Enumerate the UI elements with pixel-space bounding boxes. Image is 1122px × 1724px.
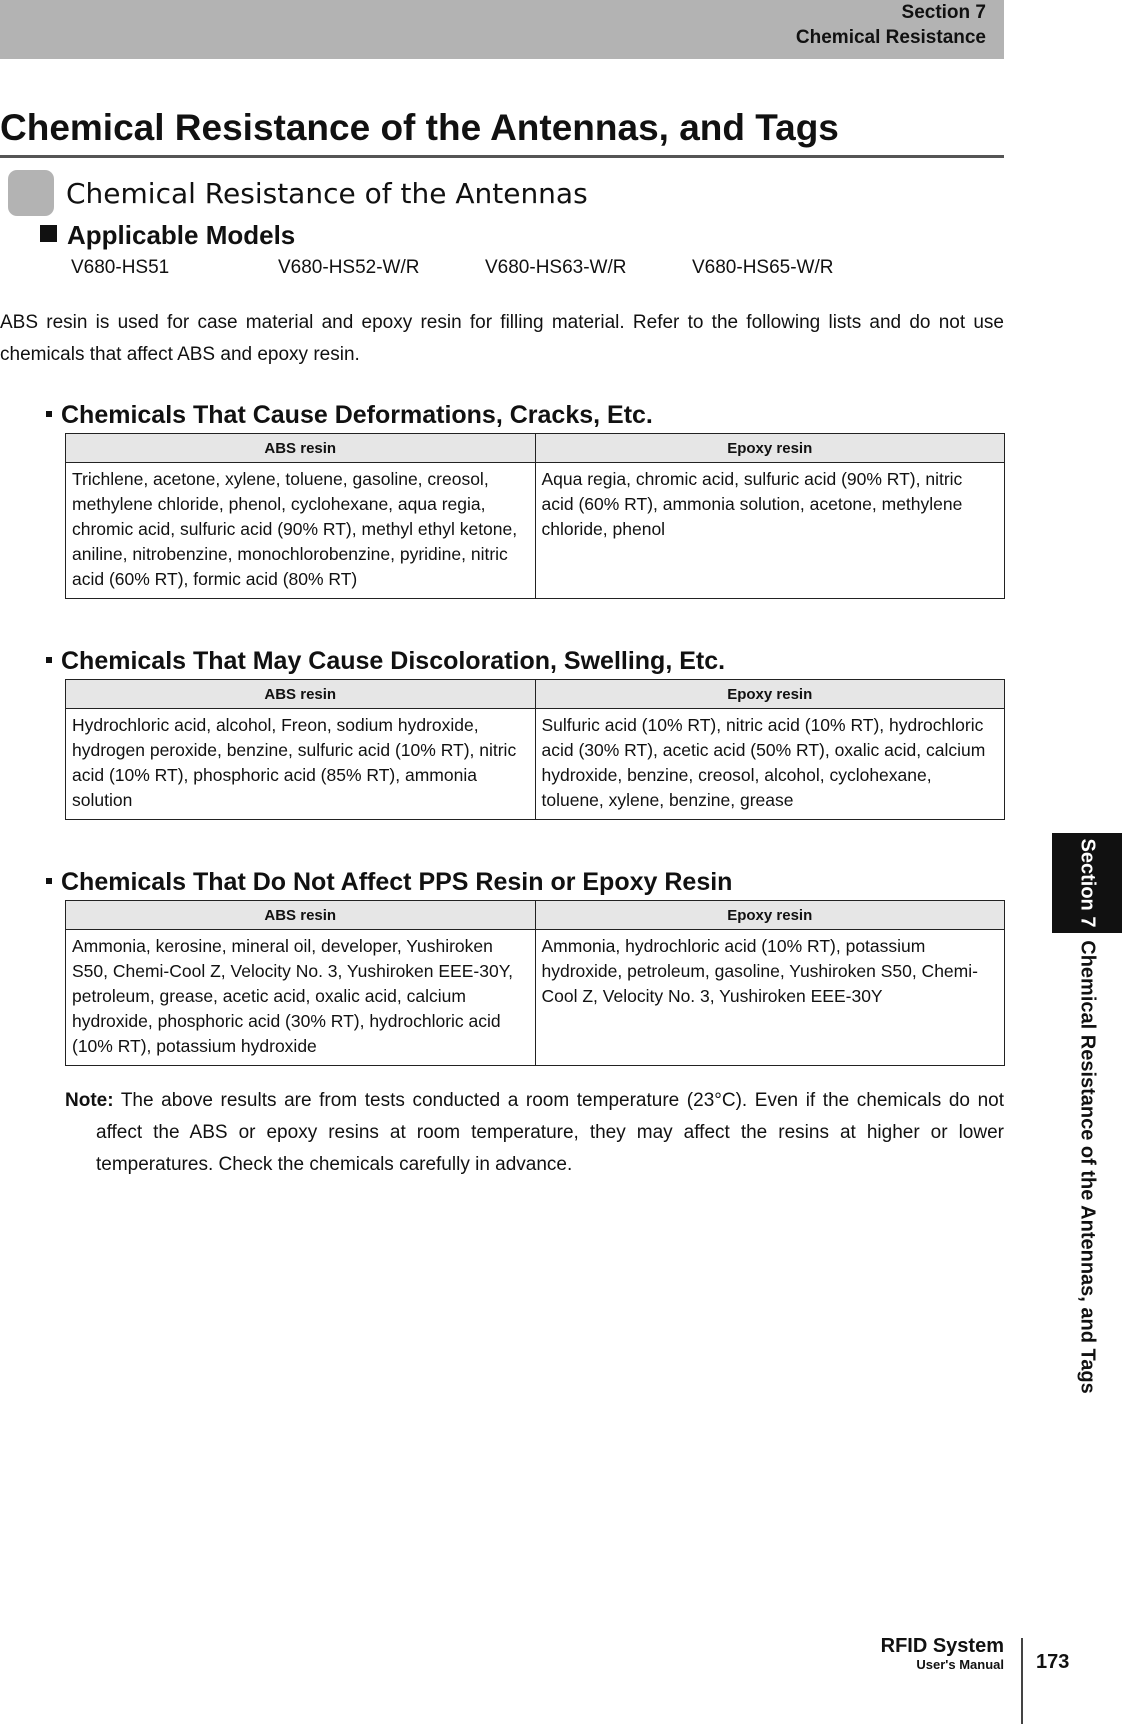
cell-epoxy: Sulfuric acid (10% RT), nitric acid (10% RT), hydrochloric acid (30% RT), acetic acid (50% RT), oxalic acid, calcium hydroxide, benzine, creosol, alcohol, cyclohexane, toluene, xylene, benzine, grease <box>535 709 1005 820</box>
table-heading-discoloration: Chemicals That May Cause Discoloration, Swelling, Etc. <box>46 646 725 676</box>
model-item: V680-HS51 <box>71 257 170 278</box>
cell-abs: Trichlene, acetone, xylene, toluene, gasoline, creosol, methylene chloride, phenol, cyclohexane, aqua regia, chromic acid, sulfuric acid (90% RT), methyl ethyl ketone, aniline, nitrobenzine, monochlorobenzine, pyridine, nitric acid (60% RT), formic acid (80% RT) <box>66 463 536 599</box>
column-header-abs: ABS resin <box>66 901 536 930</box>
bullet-icon <box>46 411 52 417</box>
table-no-effect <box>65 900 1005 1066</box>
header-chapter: Chemical Resistance <box>795 27 986 48</box>
model-item: V680-HS65-W/R <box>692 257 834 278</box>
model-item: V680-HS63-W/R <box>485 257 627 278</box>
footer-manual-name: User's Manual <box>916 1657 1004 1672</box>
footer-product-name: RFID System <box>880 1635 1004 1657</box>
note-text: The above results are from tests conducted a room temperature (23°C). Even if the chemicals do not affect the ABS or epoxy resins at room temperature, they may affect the resins at higher or lower temperatures. Check the chemicals carefully in advance. <box>96 1090 1004 1175</box>
footer-divider <box>1021 1638 1023 1724</box>
table-deformations <box>65 433 1005 599</box>
footer-product <box>881 1635 1004 1673</box>
page-number: 173 <box>1036 1651 1070 1673</box>
column-header-epoxy: Epoxy resin <box>535 434 1005 463</box>
side-tab-title: Chemical Resistance of the Antennas, and Tags <box>1076 940 1099 1394</box>
note-paragraph <box>65 1085 1004 1181</box>
applicable-models-heading: Applicable Models <box>40 219 295 251</box>
column-header-epoxy: Epoxy resin <box>535 680 1005 709</box>
cell-abs: Ammonia, kerosine, mineral oil, developer, Yushiroken S50, Chemi-Cool Z, Velocity No. 3, Yushiroken EEE-30Y, petroleum, grease, acetic acid, oxalic acid, calcium hydroxide, phosphoric acid (30% RT), hydrochloric acid (10% RT), potassium hydroxide <box>66 930 536 1066</box>
header-section: Section 7 <box>901 2 986 23</box>
bullet-icon <box>46 878 52 884</box>
intro-paragraph: ABS resin is used for case material and epoxy resin for filling material. Refer to the following lists and do not use chemicals that affect ABS and epoxy resin. <box>0 312 1004 365</box>
subsection-marker <box>8 170 54 216</box>
cell-epoxy: Ammonia, hydrochloric acid (10% RT), potassium hydroxide, petroleum, gasoline, Yushiroken S50, Chemi-Cool Z, Velocity No. 3, Yushiroken EEE-30Y <box>535 930 1005 1066</box>
note-label: Note: <box>65 1090 114 1111</box>
running-header <box>796 0 986 50</box>
column-header-epoxy: Epoxy resin <box>535 901 1005 930</box>
table-discoloration <box>65 679 1005 820</box>
column-header-abs: ABS resin <box>66 680 536 709</box>
column-header-abs: ABS resin <box>66 434 536 463</box>
page-title: Chemical Resistance of the Antennas, and Tags <box>0 107 839 148</box>
title-divider <box>0 155 1004 158</box>
model-item: V680-HS52-W/R <box>278 257 420 278</box>
cell-abs: Hydrochloric acid, alcohol, Freon, sodium hydroxide, hydrogen peroxide, benzine, sulfuric acid (10% RT), nitric acid (10% RT), phosphoric acid (85% RT), ammonia solution <box>66 709 536 820</box>
table-heading-no-effect: Chemicals That Do Not Affect PPS Resin or Epoxy Resin <box>46 867 732 897</box>
header-bar <box>0 0 1004 59</box>
side-tab-section-label: Section 7 <box>1076 838 1099 928</box>
subsection-title: Chemical Resistance of the Antennas <box>66 177 588 210</box>
table-heading-deformations: Chemicals That Cause Deformations, Cracks, Etc. <box>46 400 653 430</box>
bullet-icon <box>46 657 52 663</box>
square-bullet-icon <box>40 225 57 242</box>
cell-epoxy: Aqua regia, chromic acid, sulfuric acid (90% RT), nitric acid (60% RT), ammonia solution, acetone, methylene chloride, phenol <box>535 463 1005 599</box>
